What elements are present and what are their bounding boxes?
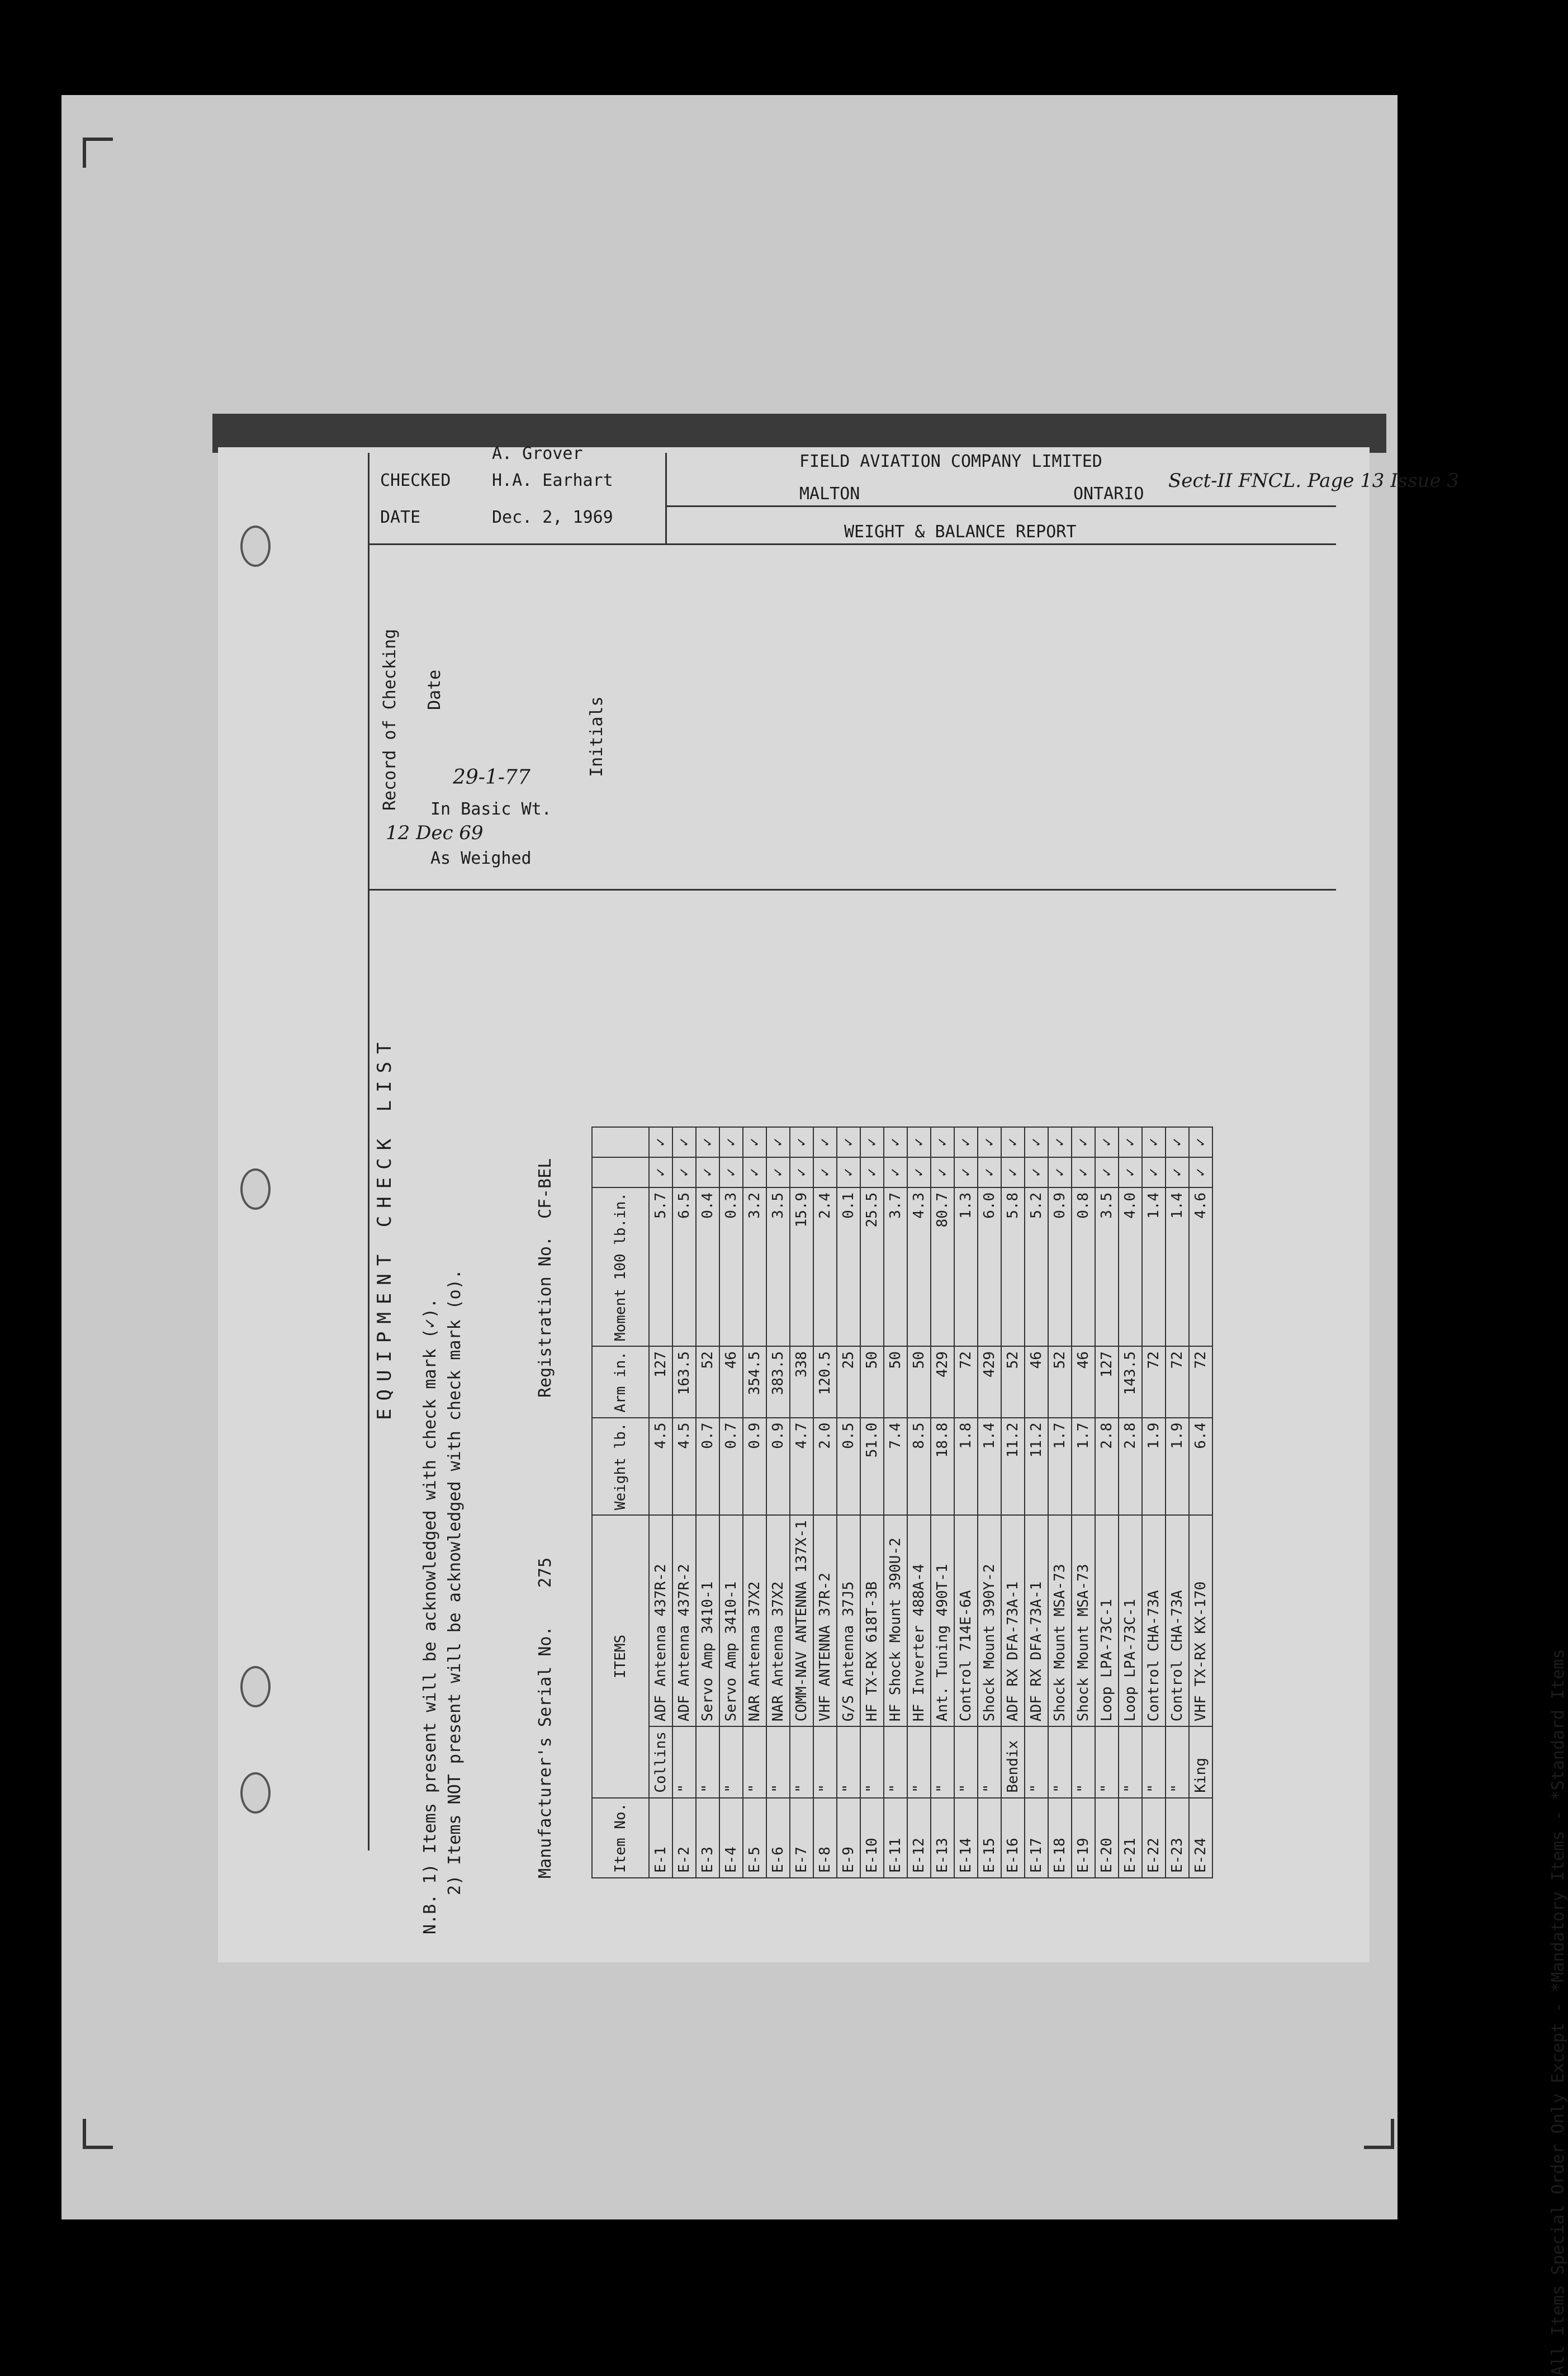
weight: 4.7 xyxy=(790,1418,813,1516)
moment: 5.8 xyxy=(1001,1187,1025,1346)
check-mark: ✓ xyxy=(1166,1127,1189,1157)
item-name: G/S Antenna 37J5 xyxy=(837,1515,860,1726)
check-mark: ✓ xyxy=(907,1157,931,1187)
item-no: E-21 xyxy=(1119,1798,1142,1878)
check-mark: ✓ xyxy=(884,1127,907,1157)
item-name: HF Inverter 488A-4 xyxy=(907,1515,931,1726)
item-no: E-12 xyxy=(907,1798,931,1878)
check-mark: ✓ xyxy=(649,1127,672,1157)
weight: 7.4 xyxy=(884,1418,907,1516)
check-mark: ✓ xyxy=(790,1127,813,1157)
check-mark: ✓ xyxy=(931,1157,954,1187)
weight: 18.8 xyxy=(931,1418,954,1516)
moment: 25.5 xyxy=(860,1187,884,1346)
check-mark: ✓ xyxy=(1189,1157,1212,1187)
arm: 25 xyxy=(837,1346,860,1418)
maker: " xyxy=(813,1726,837,1798)
arm: 46 xyxy=(1072,1346,1095,1418)
item-no: E-17 xyxy=(1025,1798,1048,1878)
province: ONTARIO xyxy=(1073,484,1144,504)
arm: 72 xyxy=(1189,1346,1212,1418)
item-name: Control 714E-6A xyxy=(954,1515,978,1726)
maker: " xyxy=(1119,1726,1142,1798)
item-no: E-24 xyxy=(1189,1798,1212,1878)
moment: 15.9 xyxy=(790,1187,813,1346)
maker: " xyxy=(978,1726,1001,1798)
weight: 6.4 xyxy=(1189,1418,1212,1516)
maker: " xyxy=(672,1726,696,1798)
check-mark: ✓ xyxy=(907,1127,931,1157)
item-name: Servo Amp 3410-1 xyxy=(696,1515,719,1726)
arm: 143.5 xyxy=(1119,1346,1142,1418)
item-no: E-16 xyxy=(1001,1798,1025,1878)
check-mark: ✓ xyxy=(954,1127,978,1157)
arm: 163.5 xyxy=(672,1346,696,1418)
moment: 4.0 xyxy=(1119,1187,1142,1346)
check-mark: ✓ xyxy=(954,1157,978,1187)
table-row xyxy=(1048,1127,1072,1878)
arm: 52 xyxy=(1048,1346,1072,1418)
crop-mark-top-left xyxy=(83,138,113,168)
checklist-notes xyxy=(418,1269,467,1934)
arm: 50 xyxy=(884,1346,907,1418)
check-mark: ✓ xyxy=(1142,1157,1166,1187)
moment: 3.2 xyxy=(743,1187,766,1346)
item-name: Control CHA-73A xyxy=(1166,1515,1189,1726)
weight: 1.7 xyxy=(1048,1418,1072,1516)
check-mark: ✓ xyxy=(766,1127,790,1157)
maker: " xyxy=(1025,1726,1048,1798)
col-check-1 xyxy=(592,1157,649,1187)
item-name: COMM-NAV ANTENNA 137X-1 xyxy=(790,1515,813,1726)
item-name: Shock Mount MSA-73 xyxy=(1048,1515,1072,1726)
item-name: NAR Antenna 37X2 xyxy=(743,1515,766,1726)
maker: " xyxy=(743,1726,766,1798)
table-row xyxy=(743,1127,766,1878)
nb-item-2: 2) Items NOT present will be acknowledged with check mark (o). xyxy=(445,1269,465,1895)
item-no: E-18 xyxy=(1048,1798,1072,1878)
arm: 127 xyxy=(1095,1346,1119,1418)
item-name: Loop LPA-73C-1 xyxy=(1119,1515,1142,1726)
nb-item-1: 1) Items present will be acknowledged with check mark (✓). xyxy=(420,1298,440,1884)
item-no: E-5 xyxy=(743,1798,766,1878)
report-header xyxy=(218,444,1459,548)
arm: 72 xyxy=(1142,1346,1166,1418)
check-mark: ✓ xyxy=(1048,1157,1072,1187)
table-row xyxy=(719,1127,743,1878)
item-name: Control CHA-73A xyxy=(1142,1515,1166,1726)
weight: 11.2 xyxy=(1025,1418,1048,1516)
table-row xyxy=(813,1127,837,1878)
table-row xyxy=(978,1127,1001,1878)
col-check-2 xyxy=(592,1127,649,1157)
crop-mark-bottom-left xyxy=(83,2119,113,2149)
weight: 0.5 xyxy=(837,1418,860,1516)
maker: " xyxy=(954,1726,978,1798)
in-basic-label: In Basic Wt. xyxy=(430,799,552,819)
item-no: E-7 xyxy=(790,1798,813,1878)
check-mark: ✓ xyxy=(672,1157,696,1187)
moment: 3.7 xyxy=(884,1187,907,1346)
maker: " xyxy=(1072,1726,1095,1798)
arm: 429 xyxy=(931,1346,954,1418)
nb-label: N.B. xyxy=(420,1894,440,1934)
arm: 72 xyxy=(954,1346,978,1418)
table-row xyxy=(1095,1127,1119,1878)
weight: 1.8 xyxy=(954,1418,978,1516)
maker: " xyxy=(931,1726,954,1798)
check-mark: ✓ xyxy=(1072,1127,1095,1157)
col-arm: Arm in. xyxy=(592,1346,649,1418)
check-mark: ✓ xyxy=(743,1157,766,1187)
item-no: E-6 xyxy=(766,1798,790,1878)
company-name: FIELD AVIATION COMPANY LIMITED xyxy=(799,452,1102,471)
record-rule xyxy=(369,889,1336,891)
maker: " xyxy=(719,1726,743,1798)
check-mark: ✓ xyxy=(1048,1127,1072,1157)
maker: " xyxy=(1048,1726,1072,1798)
registration-value: CF-BEL xyxy=(536,1158,555,1219)
table-row xyxy=(696,1127,719,1878)
table-row xyxy=(1001,1127,1025,1878)
maker: Bendix xyxy=(1001,1726,1025,1798)
check-mark: ✓ xyxy=(813,1157,837,1187)
moment: 5.7 xyxy=(649,1187,672,1346)
handwritten-reference: Sect-II FNCL. Page 13 Issue 3 xyxy=(1168,470,1459,492)
in-basic-date: 12 Dec 69 xyxy=(386,822,484,844)
weight: 51.0 xyxy=(860,1418,884,1516)
moment: 6.5 xyxy=(672,1187,696,1346)
crop-mark-bottom-right xyxy=(1364,2119,1394,2149)
item-name: ADF Antenna 437R-2 xyxy=(649,1515,672,1726)
table-row xyxy=(1189,1127,1212,1878)
as-weighed-label: As Weighed xyxy=(430,849,532,868)
item-name: NAR Antenna 37X2 xyxy=(766,1515,790,1726)
weight: 4.5 xyxy=(649,1418,672,1516)
check-mark: ✓ xyxy=(766,1157,790,1187)
col-item-no: Item No. xyxy=(592,1798,649,1878)
moment: 2.4 xyxy=(813,1187,837,1346)
record-title: Record of Checking xyxy=(380,628,400,811)
check-mark: ✓ xyxy=(1072,1157,1095,1187)
table-row xyxy=(1072,1127,1095,1878)
weight: 1.9 xyxy=(1166,1418,1189,1516)
check-mark: ✓ xyxy=(1001,1157,1025,1187)
item-no: E-14 xyxy=(954,1798,978,1878)
table-row xyxy=(790,1127,813,1878)
item-no: E-20 xyxy=(1095,1798,1119,1878)
check-mark: ✓ xyxy=(1095,1127,1119,1157)
item-name: VHF ANTENNA 37R-2 xyxy=(813,1515,837,1726)
col-items: ITEMS xyxy=(592,1515,649,1798)
maker: " xyxy=(766,1726,790,1798)
check-mark: ✓ xyxy=(884,1157,907,1187)
table-row xyxy=(649,1127,672,1878)
item-name: Servo Amp 3410-1 xyxy=(719,1515,743,1726)
weight: 11.2 xyxy=(1001,1418,1025,1516)
check-mark: ✓ xyxy=(696,1127,719,1157)
arm: 72 xyxy=(1166,1346,1189,1418)
maker: " xyxy=(907,1726,931,1798)
maker: " xyxy=(1095,1726,1119,1798)
arm: 383.5 xyxy=(766,1346,790,1418)
maker: King xyxy=(1189,1726,1212,1798)
moment: 4.3 xyxy=(907,1187,931,1346)
table-row xyxy=(860,1127,884,1878)
arm: 50 xyxy=(907,1346,931,1418)
item-name: HF Shock Mount 390U-2 xyxy=(884,1515,907,1726)
maker: Collins xyxy=(649,1726,672,1798)
weight: 1.4 xyxy=(978,1418,1001,1516)
table-row xyxy=(1025,1127,1048,1878)
checked-label: CHECKED xyxy=(380,471,451,490)
table-row xyxy=(766,1127,790,1878)
item-name: Shock Mount 390Y-2 xyxy=(978,1515,1001,1726)
item-no: E-19 xyxy=(1072,1798,1095,1878)
check-mark: ✓ xyxy=(1142,1127,1166,1157)
moment: 4.6 xyxy=(1189,1187,1212,1346)
city: MALTON xyxy=(799,484,860,504)
report-title: WEIGHT & BALANCE REPORT xyxy=(844,522,1077,542)
maker: " xyxy=(837,1726,860,1798)
table-row xyxy=(931,1127,954,1878)
item-no: E-11 xyxy=(884,1798,907,1878)
check-mark: ✓ xyxy=(719,1127,743,1157)
arm: 52 xyxy=(696,1346,719,1418)
weight: 2.8 xyxy=(1095,1418,1119,1516)
item-name: Ant. Tuning 490T-1 xyxy=(931,1515,954,1726)
moment: 1.4 xyxy=(1166,1187,1189,1346)
checklist-title: EQUIPMENT CHECK LIST xyxy=(373,1034,396,1420)
item-name: ADF RX DFA-73A-1 xyxy=(1025,1515,1048,1726)
header-divider xyxy=(665,453,667,543)
moment: 5.2 xyxy=(1025,1187,1048,1346)
moment: 1.3 xyxy=(954,1187,978,1346)
check-mark: ✓ xyxy=(696,1157,719,1187)
check-mark: ✓ xyxy=(978,1127,1001,1157)
col-moment: Moment 100 lb.in. xyxy=(592,1187,649,1346)
arm: 50 xyxy=(860,1346,884,1418)
check-mark: ✓ xyxy=(719,1157,743,1187)
weight: 4.5 xyxy=(672,1418,696,1516)
weight: 2.0 xyxy=(813,1418,837,1516)
weight: 0.9 xyxy=(766,1418,790,1516)
check-mark: ✓ xyxy=(1166,1157,1189,1187)
check-mark: ✓ xyxy=(649,1157,672,1187)
check-mark: ✓ xyxy=(978,1157,1001,1187)
equipment-table xyxy=(591,1127,1213,1878)
check-mark: ✓ xyxy=(1025,1157,1048,1187)
item-no: E-1 xyxy=(649,1798,672,1878)
check-mark: ✓ xyxy=(743,1127,766,1157)
check-mark: ✓ xyxy=(1001,1127,1025,1157)
arm: 354.5 xyxy=(743,1346,766,1418)
serial-value: 275 xyxy=(536,1557,555,1588)
weight: 8.5 xyxy=(907,1418,931,1516)
table-header-row xyxy=(592,1127,649,1878)
check-mark: ✓ xyxy=(837,1157,860,1187)
item-name: ADF RX DFA-73A-1 xyxy=(1001,1515,1025,1726)
check-mark: ✓ xyxy=(1095,1157,1119,1187)
item-no: E-3 xyxy=(696,1798,719,1878)
arm: 127 xyxy=(649,1346,672,1418)
moment: 0.3 xyxy=(719,1187,743,1346)
maker: " xyxy=(1142,1726,1166,1798)
table-row xyxy=(954,1127,978,1878)
item-no: E-9 xyxy=(837,1798,860,1878)
moment: 3.5 xyxy=(766,1187,790,1346)
checked-value: H.A. Earhart xyxy=(492,471,613,490)
check-mark: ✓ xyxy=(860,1157,884,1187)
table-row xyxy=(884,1127,907,1878)
table-row xyxy=(1142,1127,1166,1878)
item-name: ADF Antenna 437R-2 xyxy=(672,1515,696,1726)
weight: 0.9 xyxy=(743,1418,766,1516)
maker: " xyxy=(884,1726,907,1798)
document-page xyxy=(218,444,1568,2376)
table-row xyxy=(1166,1127,1189,1878)
drawn-value: A. Grover xyxy=(492,444,583,463)
record-initials-label: Initials xyxy=(587,696,607,777)
table-row xyxy=(837,1127,860,1878)
item-no: E-23 xyxy=(1166,1798,1189,1878)
date-value: Dec. 2, 1969 xyxy=(492,508,613,527)
table-row xyxy=(907,1127,931,1878)
check-mark: ✓ xyxy=(1119,1127,1142,1157)
table-row xyxy=(1119,1127,1142,1878)
arm: 338 xyxy=(790,1346,813,1418)
weight: 0.7 xyxy=(719,1418,743,1516)
maker: " xyxy=(860,1726,884,1798)
record-date-label: Date xyxy=(425,669,444,710)
col-weight: Weight lb. xyxy=(592,1418,649,1516)
check-mark: ✓ xyxy=(672,1127,696,1157)
check-mark: ✓ xyxy=(790,1157,813,1187)
check-mark: ✓ xyxy=(1189,1127,1212,1157)
check-mark: ✓ xyxy=(860,1127,884,1157)
header-rule xyxy=(369,543,1336,545)
item-name: Loop LPA-73C-1 xyxy=(1095,1515,1119,1726)
maker: " xyxy=(696,1726,719,1798)
check-mark: ✓ xyxy=(837,1127,860,1157)
moment: 6.0 xyxy=(978,1187,1001,1346)
table-row xyxy=(672,1127,696,1878)
record-check-date: 29-1-77 xyxy=(453,766,530,789)
check-mark: ✓ xyxy=(813,1127,837,1157)
check-mark: ✓ xyxy=(1025,1127,1048,1157)
weight: 2.8 xyxy=(1119,1418,1142,1516)
maker: " xyxy=(1166,1726,1189,1798)
weight: 0.7 xyxy=(696,1418,719,1516)
arm: 52 xyxy=(1001,1346,1025,1418)
item-no: E-22 xyxy=(1142,1798,1166,1878)
maker: " xyxy=(790,1726,813,1798)
moment: 0.1 xyxy=(837,1187,860,1346)
moment: 3.5 xyxy=(1095,1187,1119,1346)
item-name: HF TX-RX 618T-3B xyxy=(860,1515,884,1726)
moment: 80.7 xyxy=(931,1187,954,1346)
registration-label: Registration No. xyxy=(536,1236,555,1398)
arm: 46 xyxy=(719,1346,743,1418)
moment: 0.8 xyxy=(1072,1187,1095,1346)
punch-hole xyxy=(240,1168,271,1210)
weight: 1.7 xyxy=(1072,1418,1095,1516)
weight: 1.9 xyxy=(1142,1418,1166,1516)
equipment-checklist xyxy=(368,973,1486,1957)
item-no: E-15 xyxy=(978,1798,1001,1878)
item-no: E-8 xyxy=(813,1798,837,1878)
arm: 46 xyxy=(1025,1346,1048,1418)
date-label: DATE xyxy=(380,508,421,527)
header-rule xyxy=(665,505,1336,507)
moment: 0.4 xyxy=(696,1187,719,1346)
moment: 1.4 xyxy=(1142,1187,1166,1346)
check-mark: ✓ xyxy=(1119,1157,1142,1187)
item-no: E-4 xyxy=(719,1798,743,1878)
item-name: VHF TX-RX KX-170 xyxy=(1189,1515,1212,1726)
item-name: Shock Mount MSA-73 xyxy=(1072,1515,1095,1726)
moment: 0.9 xyxy=(1048,1187,1072,1346)
punch-hole xyxy=(240,1772,271,1814)
punch-hole xyxy=(240,1666,271,1707)
footer-note: All Items Special Order Only Except - *Mandatory Items - *Standard Items xyxy=(1548,1649,1568,2376)
arm: 120.5 xyxy=(813,1346,837,1418)
serial-label: Manufacturer's Serial No. xyxy=(536,1626,555,1878)
item-no: E-10 xyxy=(860,1798,884,1878)
arm: 429 xyxy=(978,1346,1001,1418)
item-no: E-13 xyxy=(931,1798,954,1878)
item-no: E-2 xyxy=(672,1798,696,1878)
check-mark: ✓ xyxy=(931,1127,954,1157)
